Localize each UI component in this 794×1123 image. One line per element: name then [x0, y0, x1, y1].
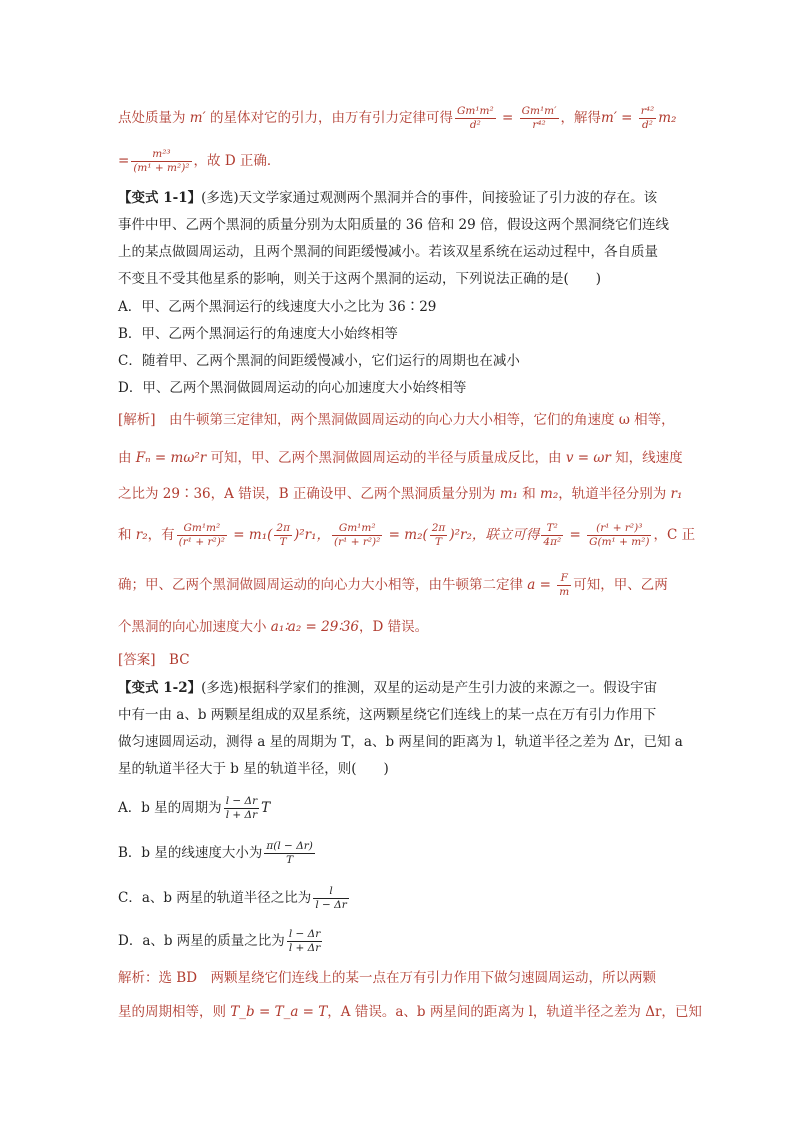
denominator: r⁴²	[532, 119, 546, 131]
analysis-1-line-2	[118, 448, 686, 468]
text: 知，线速度	[610, 450, 683, 466]
text: C．a、b 两星的轨道半径之比为	[118, 890, 312, 906]
fraction	[287, 928, 322, 955]
formula: v = ωr	[565, 450, 611, 466]
analysis-1-line-1	[118, 410, 686, 430]
fraction	[177, 522, 227, 549]
text: 的星体对它的引力，由万有引力定律可得	[205, 110, 453, 126]
analysis-1-line-3	[118, 484, 686, 504]
question-1-1-line-1	[118, 188, 686, 208]
denominator: d²	[469, 119, 481, 131]
text: 和	[118, 527, 136, 543]
text: D．甲、乙两个黑洞做圆周运动的向心加速度大小始终相等	[118, 380, 467, 396]
text: 不变且不受其他星系的影响，则关于这两个黑洞的运动，下列说法正确的是( )	[118, 271, 602, 287]
analysis-1-line-4	[118, 522, 696, 549]
fraction	[131, 148, 191, 175]
fraction	[520, 105, 559, 132]
continuation-line-2	[118, 148, 686, 175]
text: 做匀速圆周运动，测得 a 星的周期为 T，a、b 两星间的距离为 l，轨道半径之差为 Δr，已知 a	[118, 734, 683, 750]
formula: = m₂(	[384, 527, 428, 543]
fraction	[313, 885, 348, 912]
text: [解析] 由牛顿第三定律知，两个黑洞做圆周运动的向心力大小相等，它们的角速度 ω 相等，	[118, 412, 675, 428]
analysis-2-line-2	[118, 1002, 702, 1022]
text: 个黑洞的向心加速度大小	[118, 619, 271, 635]
denominator: l + Δr	[225, 809, 258, 821]
option-d-2	[118, 928, 686, 955]
formula: a₁∶a₂ = 29∶36	[270, 619, 359, 635]
text: (多选)天文学家通过观测两个黑洞并合的事件，间接验证了引力波的存在。该	[201, 190, 658, 206]
text: 星的轨道半径大于 b 星的轨道半径，则( )	[118, 761, 389, 777]
fraction	[587, 522, 651, 549]
numerator: 2π	[276, 522, 290, 534]
numerator: T²	[541, 522, 563, 536]
numerator: l − Δr	[288, 928, 321, 940]
text: ，轨道半径分别为	[558, 486, 671, 502]
denominator: T	[286, 854, 294, 866]
fraction	[224, 795, 259, 822]
text: ，有	[147, 527, 175, 543]
question-1-1-line-3	[118, 242, 686, 262]
numerator: Gm¹m²	[177, 522, 227, 536]
formula: = m₁(	[229, 527, 273, 543]
fraction	[332, 522, 382, 549]
denominator: (m¹ + m²)²	[133, 162, 190, 174]
numerator: Gm¹m²	[332, 522, 382, 536]
option-c	[118, 351, 686, 371]
text: ，D 错误。	[359, 619, 429, 635]
formula: )²r₁，	[293, 527, 331, 543]
math-var: m₁	[499, 486, 518, 502]
text: ，A 错误。a、b 两星间的距离为 l，轨道半径之差为 Δr，已知	[327, 1004, 702, 1020]
math-var: m₂	[658, 110, 677, 126]
formula: a =	[527, 577, 556, 593]
question-1-2-line-3	[118, 732, 686, 752]
numerator: m²³	[131, 148, 191, 162]
question-1-2-line-1	[118, 678, 686, 698]
denominator: l + Δr	[288, 942, 321, 954]
denominator: G(m¹ + m²)	[589, 536, 650, 548]
math-var: r₂	[135, 527, 148, 543]
analysis-1-line-5	[118, 572, 686, 599]
text: (多选)根据科学家们的推测，双星的运动是产生引力波的来源之一。假设宇宙	[201, 680, 658, 696]
fraction	[557, 572, 571, 599]
formula: Fₙ = mω²r	[135, 450, 207, 466]
text: 由	[118, 450, 136, 466]
analysis-1-line-6	[118, 617, 686, 637]
numerator: l	[313, 885, 348, 899]
text: 点处质量为	[118, 110, 190, 126]
question-1-2-line-2	[118, 705, 686, 725]
denominator: T	[279, 536, 287, 548]
text: 星的周期相等，则	[118, 1004, 231, 1020]
equals: =	[616, 110, 637, 126]
denominator: l − Δr	[315, 899, 347, 911]
denominator: (r¹ + r²)²	[178, 536, 226, 548]
text: ，C 正	[653, 527, 696, 543]
numerator: r⁴²	[640, 105, 655, 117]
denominator: (r¹ + r²)²	[334, 536, 381, 548]
text: ，解得	[560, 110, 602, 126]
equals: =	[497, 110, 518, 126]
text: 和	[517, 486, 541, 502]
numerator: π(l − Δr)	[266, 840, 313, 852]
fraction	[455, 105, 496, 132]
fraction	[430, 522, 448, 549]
equals: =	[565, 527, 586, 543]
text: B．b 星的线速度大小为	[118, 845, 263, 861]
text: 中有一由 a、b 两颗星组成的双星系统，这两颗星绕它们连线上的某一点在万有引力作用下	[118, 707, 657, 723]
math-var: r₁	[670, 486, 683, 502]
option-c-2	[118, 885, 686, 912]
fraction	[541, 522, 563, 549]
math-var: T	[261, 800, 271, 816]
math-var: m′	[189, 110, 206, 126]
math-var: m₂	[540, 486, 559, 502]
numerator: 2π	[431, 522, 446, 534]
option-b-2	[118, 840, 686, 867]
text: C．随着甲、乙两个黑洞的间距缓慢减小，它们运行的周期也在减小	[118, 353, 520, 369]
numerator: l − Δr	[225, 795, 258, 807]
question-1-2-line-4	[118, 759, 686, 779]
formula: )²r₂，联立可得	[449, 527, 540, 543]
text: 解析：选 BD 两颗星绕它们连线上的某一点在万有引力作用下做匀速圆周运动，所以两颗	[118, 970, 657, 986]
fraction	[639, 105, 656, 132]
formula: T_b = T_a = T	[230, 1004, 328, 1020]
analysis-2-line-1	[118, 968, 686, 988]
text: [答案] BC	[118, 652, 190, 668]
option-a	[118, 297, 686, 317]
math-var: m′	[601, 110, 617, 126]
text: A．b 星的周期为	[118, 800, 222, 816]
text: 事件中甲、乙两个黑洞的质量分别为太阳质量的 36 倍和 29 倍，假设这两个黑洞绕它们连线	[118, 217, 670, 233]
question-label: 【变式 1-2】	[118, 680, 202, 696]
text: 上的某点做圆周运动，且两个黑洞的间距缓慢减小。若该双星系统在运动过程中，各自质量	[118, 244, 658, 260]
denominator: d²	[642, 119, 653, 131]
text: 可知，甲、乙两	[573, 577, 668, 593]
denominator: T	[435, 536, 443, 548]
option-a-2	[118, 795, 686, 822]
text: D．a、b 两星的质量之比为	[118, 933, 285, 949]
option-d	[118, 378, 686, 398]
continuation-line-1	[118, 105, 686, 132]
answer-1	[118, 650, 686, 670]
numerator: Gm¹m′	[521, 105, 557, 117]
numerator: (r¹ + r²)³	[587, 522, 651, 536]
question-1-1-line-2	[118, 215, 686, 235]
text: 可知，甲、乙两个黑洞做圆周运动的半径与质量成反比，由	[206, 450, 566, 466]
text: 之比为 29∶36，A 错误，B 正确设甲、乙两个黑洞质量分别为	[118, 486, 500, 502]
question-label: 【变式 1-1】	[118, 190, 202, 206]
option-b	[118, 324, 686, 344]
text: ，故 D 正确．	[193, 153, 281, 169]
fraction	[264, 840, 315, 867]
text: A．甲、乙两个黑洞运行的线速度大小之比为 36∶29	[118, 299, 437, 315]
question-1-1-line-4	[118, 269, 686, 289]
denominator: m	[559, 586, 570, 598]
text: 确；甲、乙两个黑洞做圆周运动的向心力大小相等，由牛顿第二定律	[118, 577, 528, 593]
equals: =	[118, 153, 130, 169]
text: B．甲、乙两个黑洞运行的角速度大小始终相等	[118, 326, 398, 342]
numerator: F	[557, 572, 571, 586]
denominator: 4π²	[543, 536, 562, 548]
numerator: Gm¹m²	[456, 105, 494, 117]
fraction	[274, 522, 292, 549]
